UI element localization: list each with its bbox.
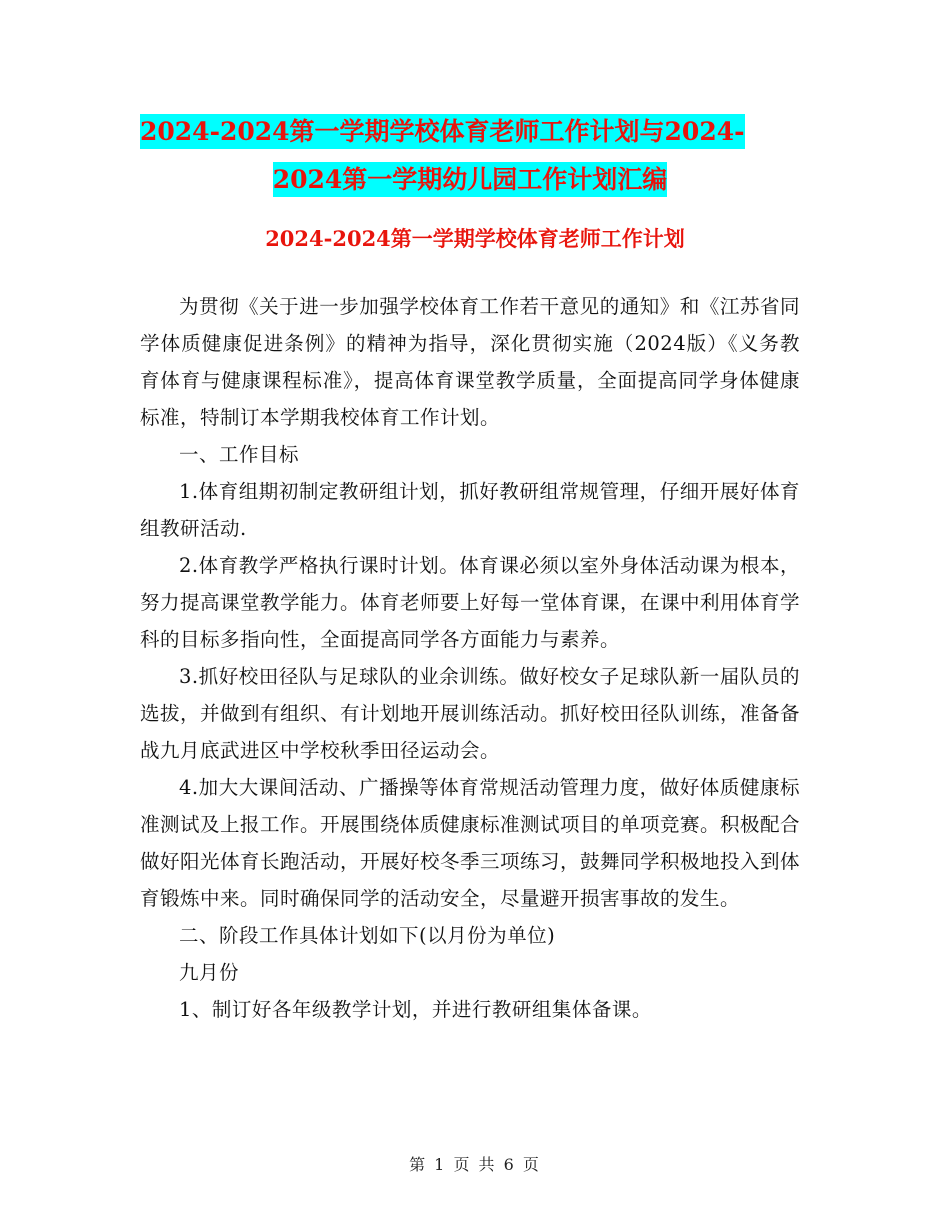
heading-stage-plan: 二、阶段工作具体计划如下(以月份为单位)	[179, 924, 556, 947]
goal-item-4: 4.加大大课间活动、广播操等体育常规活动管理力度，做好体质健康标准测试及上报工作。开展围绕体质健康标准测试项目的单项竞赛。积极配合做好阳光体育长跑活动，开展好校冬季三项练习，鼓舞同学积极地投入到体育锻炼中来。同时确保同学的活动安全，尽量避开损害事故的发生。	[140, 776, 801, 910]
main-title-line-1: 2024-2024第一学期学校体育老师工作计划与2024-	[140, 114, 745, 149]
page-footer: 第 1 页 共 6 页	[409, 1155, 541, 1174]
intro-paragraph: 为贯彻《关于进一步加强学校体育工作若干意见的通知》和《江苏省同学体质健康促进条例》的精神为指导，深化贯彻实施（2024版）《义务教育体育与健康课程标准》，提高体育课堂教学质量，全面提高同学身体健康标准，特制订本学期我校体育工作计划。	[140, 295, 800, 429]
document-main-title	[140, 108, 800, 204]
section-title: 2024-2024第一学期学校体育老师工作计划	[265, 226, 685, 251]
heading-september: 九月份	[179, 961, 240, 984]
goal-item-3: 3.抓好校田径队与足球队的业余训练。做好校女子足球队新一届队员的选拔，并做到有组织、有计划地开展训练活动。抓好校田径队训练，准备备战九月底武进区中学校秋季田径运动会。	[140, 665, 801, 762]
main-title-line-2: 2024第一学期幼儿园工作计划汇编	[273, 162, 668, 197]
heading-work-goals: 一、工作目标	[179, 443, 300, 466]
document-body	[140, 288, 800, 1028]
goal-item-2: 2.体育教学严格执行课时计划。体育课必须以室外身体活动课为根本，努力提高课堂教学能力。体育老师要上好每一堂体育课，在课中利用体育学科的目标多指向性，全面提高同学各方面能力与素养。	[140, 554, 801, 651]
september-item-1: 1、制订好各年级教学计划，并进行教研组集体备课。	[179, 998, 652, 1021]
goal-item-1: 1.体育组期初制定教研组计划，抓好教研组常规管理，仔细开展好体育组教研活动.	[140, 480, 800, 540]
